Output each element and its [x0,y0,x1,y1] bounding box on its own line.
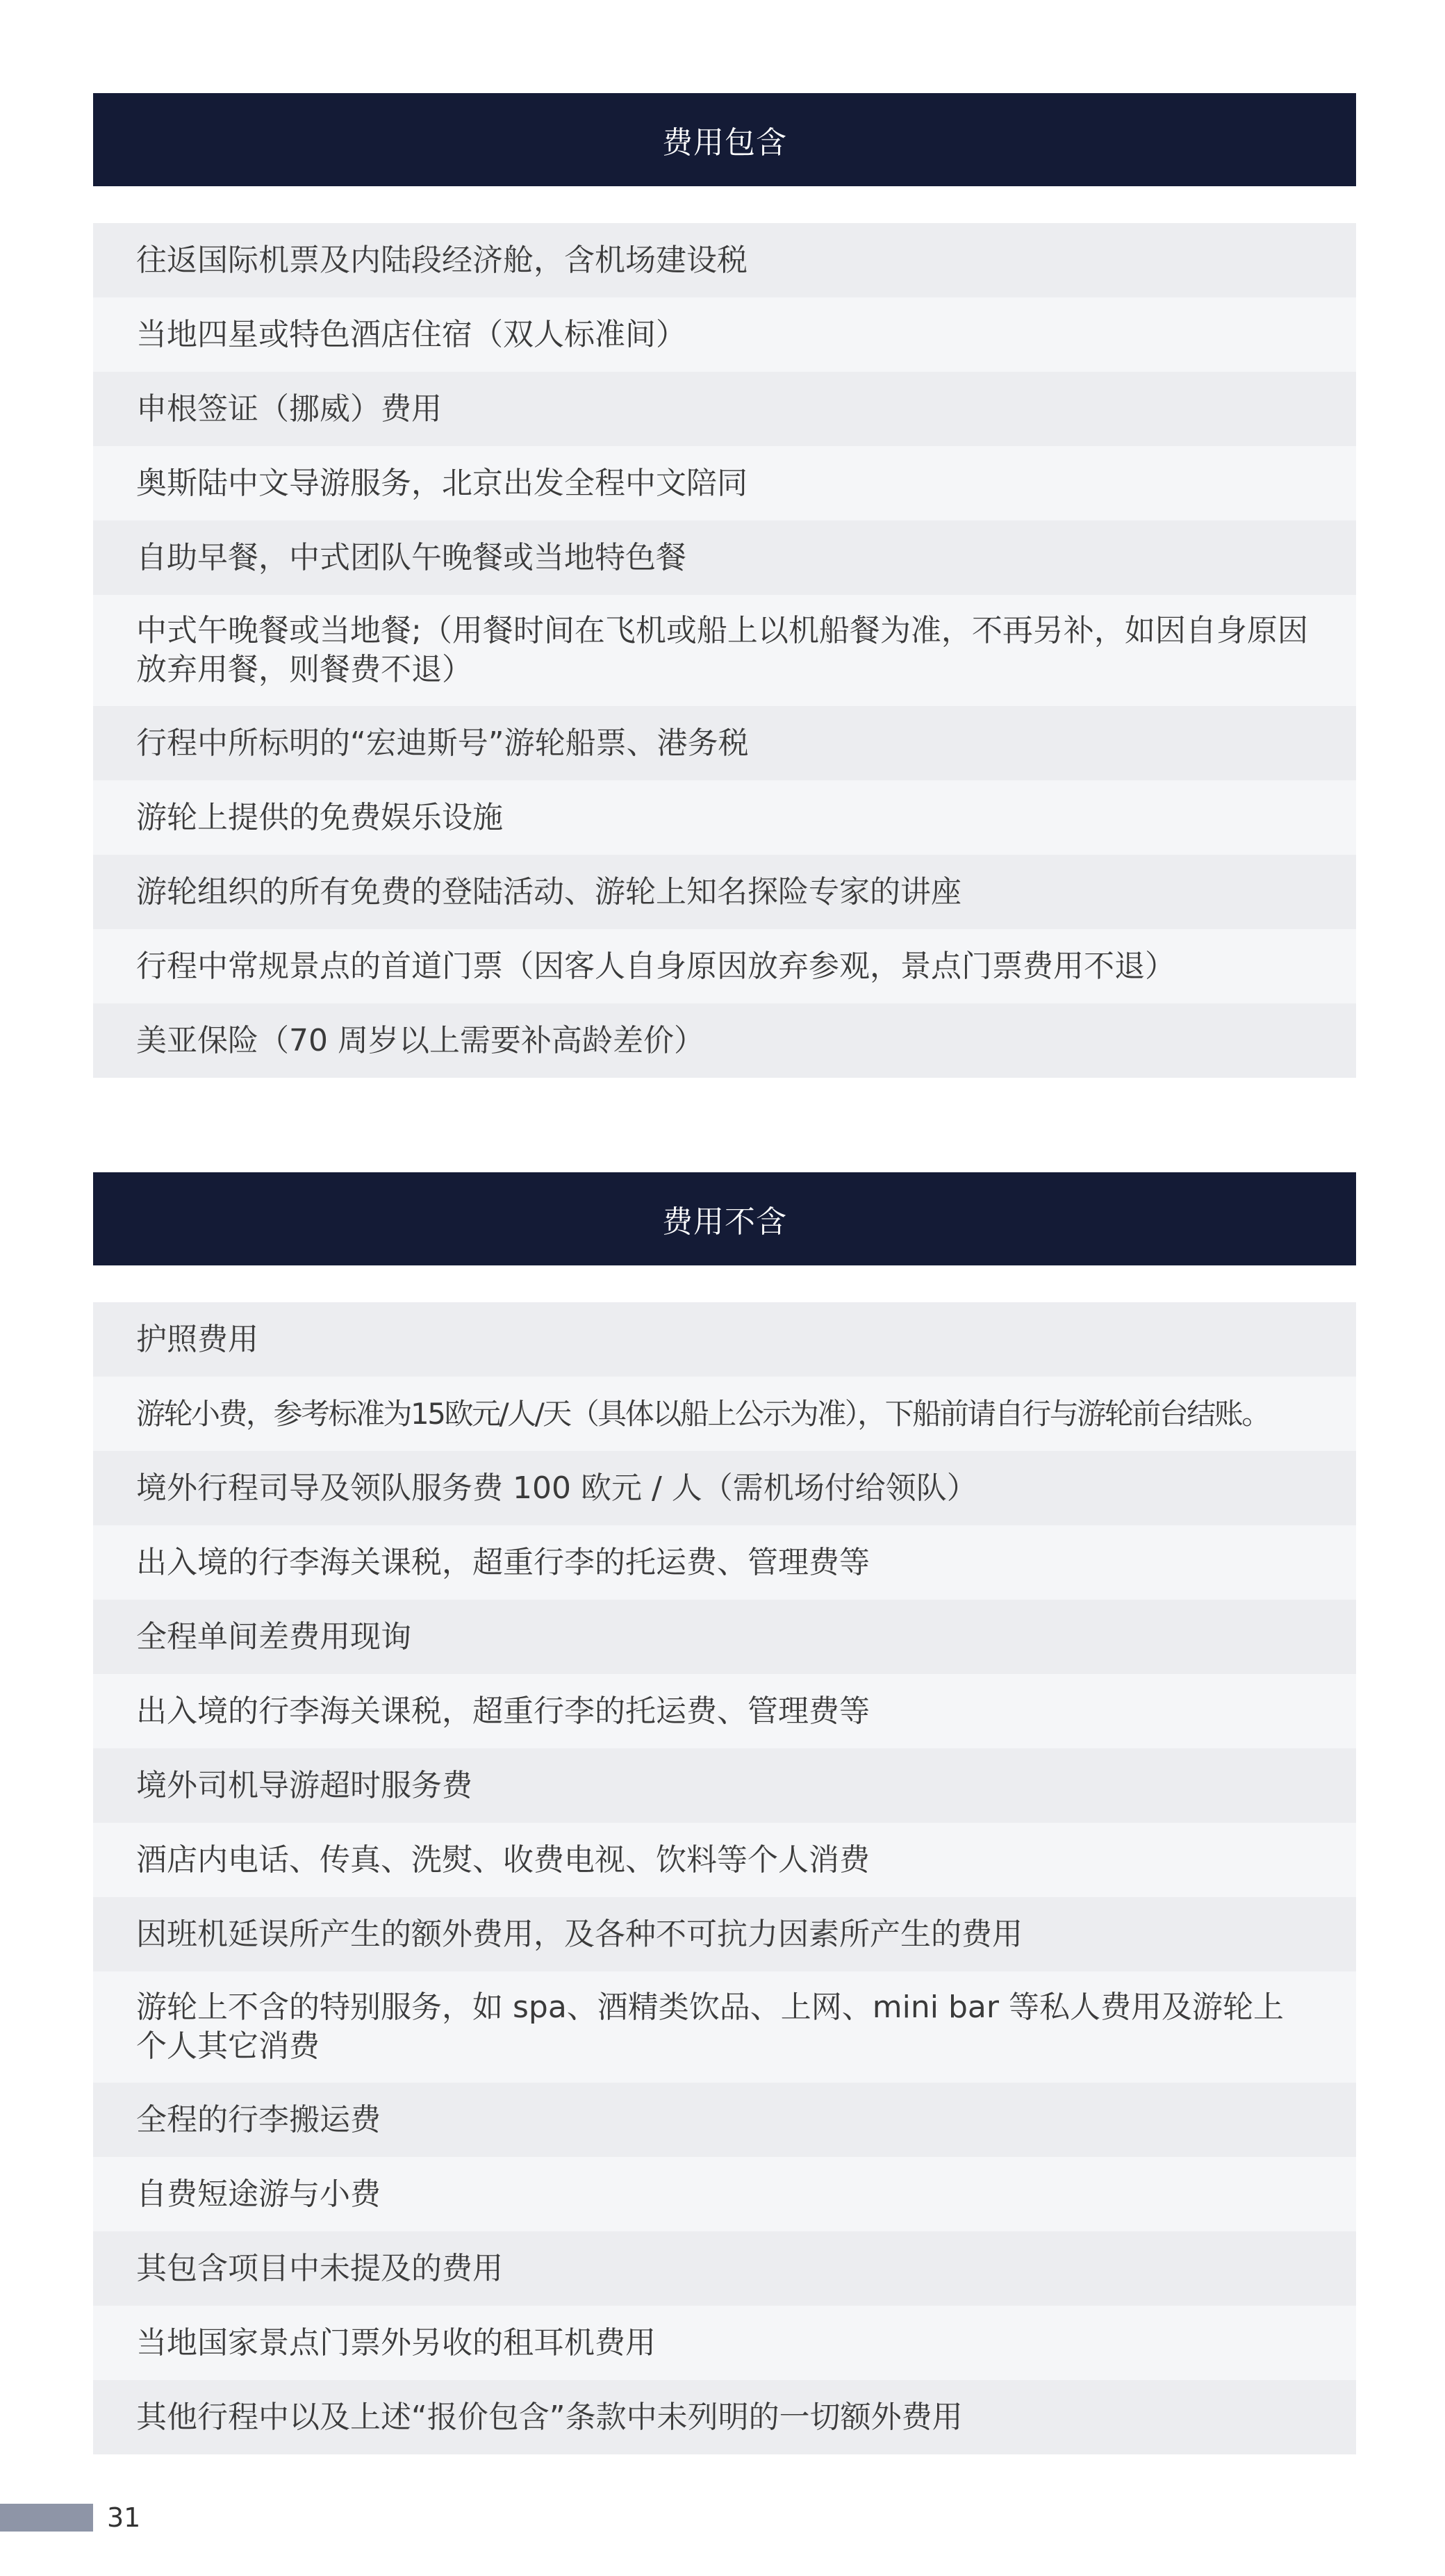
excluded-section [93,1172,1356,2454]
included-section [93,93,1356,1078]
list-item: 往返国际机票及内陆段经济舱，含机场建设税 [93,223,1356,297]
footer-accent-bar [0,2504,93,2532]
list-item: 护照费用 [93,1302,1356,1377]
list-item: 游轮上不含的特别服务，如 spa、酒精类饮品、上网、mini bar 等私人费用及游轮上个人其它消费 [93,1971,1356,2083]
list-item: 境外司机导游超时服务费 [93,1748,1356,1823]
list-item: 出入境的行李海关课税，超重行李的托运费、管理费等 [93,1525,1356,1600]
page-number: 31 [107,2502,141,2533]
excluded-list [93,1302,1356,2454]
list-item: 当地四星或特色酒店住宿（双人标准间） [93,297,1356,372]
list-item: 境外行程司导及领队服务费 100 欧元 / 人（需机场付给领队） [93,1451,1356,1525]
excluded-header: 费用不含 [93,1172,1356,1265]
list-item: 中式午晚餐或当地餐;（用餐时间在飞机或船上以机船餐为准，不再另补，如因自身原因放弃用餐，则餐费不退） [93,595,1356,706]
list-item: 行程中所标明的“宏迪斯号”游轮船票、港务税 [93,706,1356,780]
list-item: 其包含项目中未提及的费用 [93,2231,1356,2306]
list-item: 因班机延误所产生的额外费用，及各种不可抗力因素所产生的费用 [93,1897,1356,1971]
included-header: 费用包含 [93,93,1356,186]
list-item: 全程的行李搬运费 [93,2083,1356,2157]
list-item: 游轮上提供的免费娱乐设施 [93,780,1356,855]
list-item: 酒店内电话、传真、洗熨、收费电视、饮料等个人消费 [93,1823,1356,1897]
list-item: 美亚保险（70 周岁以上需要补高龄差价） [93,1003,1356,1078]
list-item: 其他行程中以及上述“报价包含”条款中未列明的一切额外费用 [93,2380,1356,2454]
list-item: 出入境的行李海关课税，超重行李的托运费、管理费等 [93,1674,1356,1748]
list-item: 自费短途游与小费 [93,2157,1356,2231]
list-item: 自助早餐，中式团队午晚餐或当地特色餐 [93,520,1356,595]
list-item: 行程中常规景点的首道门票（因客人自身原因放弃参观，景点门票费用不退） [93,929,1356,1003]
list-item: 全程单间差费用现询 [93,1600,1356,1674]
list-item: 申根签证（挪威）费用 [93,372,1356,446]
list-item: 当地国家景点门票外另收的租耳机费用 [93,2306,1356,2380]
list-item: 游轮组织的所有免费的登陆活动、游轮上知名探险专家的讲座 [93,855,1356,929]
list-item: 游轮小费，参考标准为15欧元/人/天（具体以船上公示为准），下船前请自行与游轮前台结账。 [93,1377,1356,1451]
list-item: 奥斯陆中文导游服务，北京出发全程中文陪同 [93,446,1356,520]
included-list [93,223,1356,1078]
